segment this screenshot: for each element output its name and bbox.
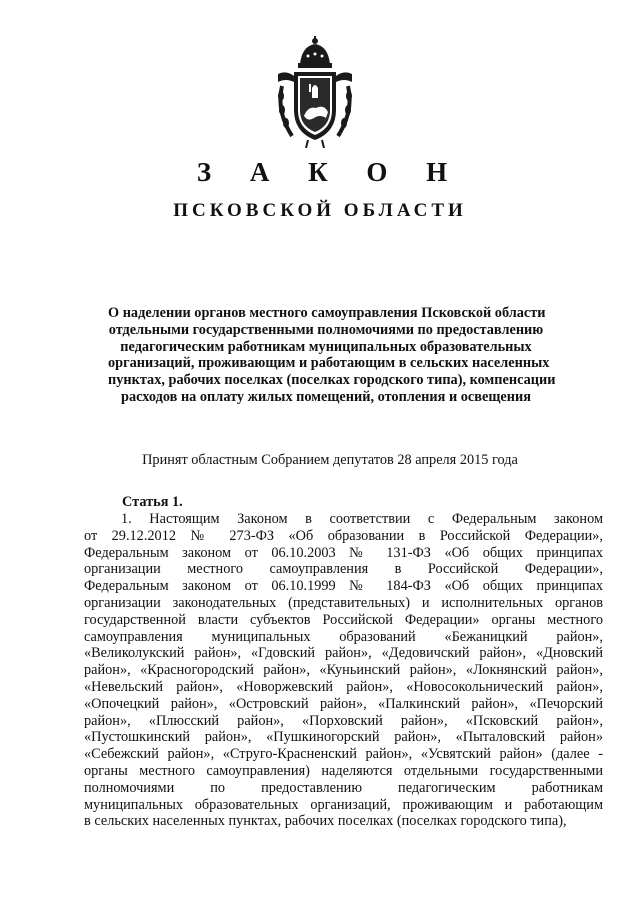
subject-line: отдельными государственными полномочиями по предоставлению: [108, 321, 544, 338]
article-line: район», «Красногородский район», «Куньинский район», «Локнянский район»,: [84, 662, 603, 679]
article-line: муниципальных образовательных организаций, проживающим и работающим: [84, 796, 603, 813]
adoption-statement: Принят областным Собранием депутатов 28 апреля 2015 года: [142, 452, 518, 468]
article-line: государственной власти субъектов Российской Федерации» органы местного: [84, 611, 603, 628]
article-line: «Невельский район», «Новоржевский район», «Новосокольнический район»,: [84, 678, 603, 695]
article-line: органы местного самоуправления) наделяются отдельными государственными: [84, 762, 603, 779]
subject-line: О наделении органов местного самоуправления Псковской области: [108, 305, 546, 321]
article-line: «Себежский район», «Струго-Красненский район», «Усвятский район» (далее -: [84, 746, 603, 763]
article-heading: Статья 1.: [122, 494, 183, 510]
article-line: Федеральным законом от 06.10.1999 № 184-ФЗ «Об общих принципах: [84, 578, 603, 595]
subject-line: пунктах, рабочих поселках (поселках городского типа), компенсации: [108, 372, 556, 389]
article-line: в сельских населенных пунктах, рабочих поселках (поселках городского типа),: [84, 813, 567, 830]
article-line: район», «Плюсский район», «Порховский район», «Псковский район»,: [84, 712, 603, 729]
law-subject: [108, 305, 556, 406]
document-subtitle: ПСКОВСКОЙ ОБЛАСТИ: [173, 200, 467, 221]
article-line: «Пустошкинский район», «Пушкиногорский район», «Пыталовский район»: [84, 729, 603, 746]
article-line: «Опочецкий район», «Островский район», «Палкинский район», «Печорский: [84, 695, 603, 712]
article-body: [84, 511, 603, 830]
article-line: организации законодательных (представительных) и исполнительных органов: [84, 594, 603, 611]
article-line: организации местного самоуправления в Российской Федерации»,: [84, 561, 603, 578]
pskov-region-coat-of-arms-icon: [272, 36, 358, 148]
subject-line: педагогическим работникам муниципальных образовательных: [120, 338, 532, 355]
article-line: самоуправления муниципальных образований «Бежаницкий район»,: [84, 628, 603, 645]
article-line: полномочиями по предоставлению педагогическим работникам: [84, 779, 603, 796]
document-title: З А К О Н: [196, 157, 464, 187]
article-line: Федеральным законом от 06.10.2003 № 131-ФЗ «Об общих принципах: [84, 544, 603, 561]
subject-line: организаций, проживающим и работающим в сельских населенных: [108, 355, 550, 372]
article-line: «Великолукский район», «Гдовский район», «Дедовичский район», «Дновский: [84, 645, 603, 662]
article-line: 1. Настоящим Законом в соответствии с Федеральным законом: [121, 511, 603, 527]
subject-line: расходов на оплату жилых помещений, отопления и освещения: [121, 388, 531, 405]
article-line: от 29.12.2012 № 273-ФЗ «Об образовании в Российской Федерации»,: [84, 527, 603, 544]
